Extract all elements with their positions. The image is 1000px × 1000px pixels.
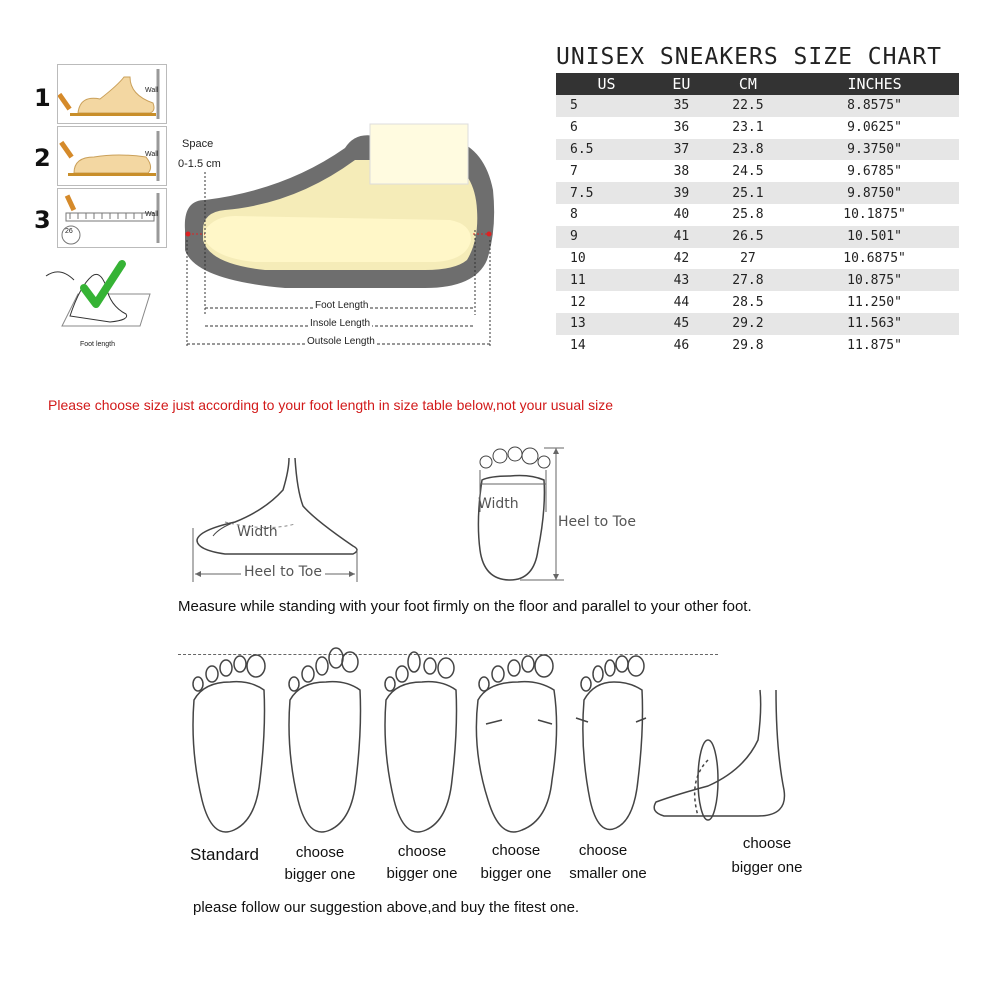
size-cell: 10.1875"	[843, 207, 906, 223]
size-cell: 38	[673, 163, 690, 179]
size-cell: 35	[657, 95, 706, 117]
size-cell: 9.6785"	[847, 163, 902, 179]
top-width-label: Width	[478, 496, 519, 512]
measure-instruction: Measure while standing with your foot firmly on the floor and parallel to your other foot.	[178, 598, 752, 615]
step-1-panel	[57, 64, 167, 124]
size-cell: 11	[556, 269, 657, 291]
foot-2	[289, 648, 361, 832]
foot-5-choose: choose	[578, 842, 628, 859]
size-row	[556, 160, 959, 182]
side-heel-to-toe-label: Heel to Toe	[241, 564, 325, 580]
foot-length-caption: Foot length	[80, 341, 116, 348]
size-row	[556, 117, 959, 139]
size-cell: 29.2	[706, 313, 790, 335]
header-eu: EU	[657, 73, 706, 95]
foot-5	[576, 656, 646, 829]
size-cell: 46	[673, 338, 690, 354]
size-cell: 43	[657, 269, 706, 291]
top-foot-measure	[460, 440, 660, 590]
step-3-illustration	[58, 189, 166, 247]
size-cell: 11.250"	[847, 294, 902, 310]
size-cell: 41	[657, 226, 706, 248]
foot-6-side	[654, 690, 784, 820]
step-1-wall-label: Wall	[145, 87, 159, 94]
step-3-panel	[57, 188, 167, 248]
header-cm: CM	[706, 73, 790, 95]
size-cell: 7	[570, 163, 578, 179]
size-cell: 25.1	[706, 182, 790, 204]
size-cell: 9	[556, 226, 657, 248]
foot-4	[476, 655, 556, 832]
top-heel-to-toe-label: Heel to Toe	[558, 514, 636, 530]
size-cell: 25.8	[732, 207, 764, 223]
foot-6-size: bigger one	[731, 859, 803, 876]
size-row	[556, 269, 959, 291]
size-cell: 24.5	[732, 163, 764, 179]
size-chart-table	[556, 73, 959, 357]
size-cell: 6	[570, 120, 578, 136]
foot-3-size: bigger one	[386, 865, 458, 882]
foot-4-size: bigger one	[480, 865, 552, 882]
step-number-3: 3	[34, 206, 51, 234]
size-cell: 7.5	[556, 182, 657, 204]
size-chart-body	[556, 95, 959, 357]
size-chart-header-row	[556, 73, 959, 95]
size-row	[556, 139, 959, 161]
size-cell: 8.8575"	[790, 95, 959, 117]
size-cell: 10.501"	[790, 226, 959, 248]
size-chart-title: UNISEX SNEAKERS SIZE CHART	[556, 44, 943, 70]
foot-standard	[193, 655, 265, 832]
side-foot-measure	[185, 450, 370, 590]
size-cell: 44	[673, 294, 690, 310]
insole-length-label: Insole Length	[310, 318, 371, 329]
size-cell: 10	[570, 250, 586, 266]
size-cell: 23.8	[706, 139, 790, 161]
foot-2-choose: choose	[295, 844, 345, 861]
size-cell: 9.3750"	[790, 139, 959, 161]
foot-4-choose: choose	[491, 842, 541, 859]
space-value: 0-1.5 cm	[178, 158, 221, 170]
size-row	[556, 291, 959, 313]
size-cell: 39	[657, 182, 706, 204]
foot-3-choose: choose	[397, 843, 447, 860]
size-cell: 29.8	[732, 338, 764, 354]
size-cell: 11.875"	[847, 338, 902, 354]
size-notice: Please choose size just according to your foot length in size table below,not your usual size	[48, 397, 613, 413]
size-cell: 40	[673, 207, 690, 223]
standard-label: Standard	[190, 845, 259, 864]
size-cell: 12	[570, 294, 586, 310]
size-cell: 42	[673, 250, 690, 266]
step-2-wall-label: Wall	[145, 151, 159, 158]
size-row	[556, 182, 959, 204]
side-width-label: Width	[237, 524, 278, 540]
step-1-illustration	[58, 65, 166, 123]
size-cell: 36	[673, 120, 690, 136]
header-inches: INCHES	[790, 73, 959, 95]
foot-5-size: smaller one	[569, 865, 647, 882]
header-us: US	[556, 73, 657, 95]
step-panels	[30, 60, 170, 360]
size-cell: 23.1	[732, 120, 764, 136]
size-cell: 8	[570, 207, 578, 223]
step-3-wall-label: Wall	[145, 211, 159, 218]
foot-length-label: Foot Length	[315, 300, 369, 311]
size-cell: 9.0625"	[847, 120, 902, 136]
size-row	[556, 313, 959, 335]
size-row	[556, 204, 959, 226]
size-cell: 5	[556, 95, 657, 117]
size-cell: 10.875"	[790, 269, 959, 291]
size-cell: 45	[657, 313, 706, 335]
step-3-ruler-value: 26	[65, 228, 73, 235]
size-row	[556, 248, 959, 270]
size-cell: 26.5	[706, 226, 790, 248]
size-cell: 22.5	[706, 95, 790, 117]
size-cell: 27.8	[706, 269, 790, 291]
foot-shapes	[180, 640, 860, 840]
size-row	[556, 335, 959, 357]
foot-2-size: bigger one	[284, 866, 356, 883]
shoe-diagram	[175, 120, 505, 360]
size-cell: 28.5	[732, 294, 764, 310]
footer-instruction: please follow our suggestion above,and buy the fitest one.	[193, 899, 580, 916]
size-cell: 14	[570, 338, 586, 354]
size-cell: 27	[740, 250, 756, 266]
size-cell: 37	[657, 139, 706, 161]
size-cell: 6.5	[556, 139, 657, 161]
size-row	[556, 95, 959, 117]
step-number-2: 2	[34, 144, 51, 172]
foot-6-choose: choose	[742, 835, 792, 852]
step-number-1: 1	[34, 84, 51, 112]
step-2-panel	[57, 126, 167, 186]
size-row	[556, 226, 959, 248]
foot-length-illustration	[40, 256, 160, 336]
size-cell: 13	[556, 313, 657, 335]
space-label: Space	[182, 138, 214, 150]
size-cell: 9.8750"	[790, 182, 959, 204]
size-cell: 10.6875"	[843, 250, 906, 266]
foot-3	[385, 652, 457, 832]
size-cell: 11.563"	[790, 313, 959, 335]
outsole-length-label: Outsole Length	[307, 336, 375, 347]
